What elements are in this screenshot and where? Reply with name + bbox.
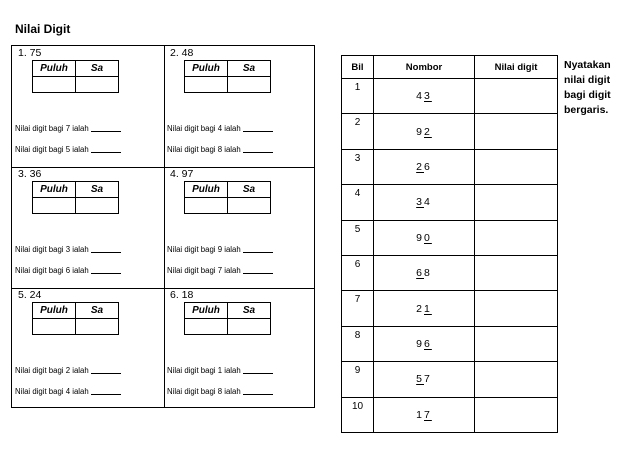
row-number: 4 bbox=[342, 185, 374, 220]
table-header-row bbox=[342, 56, 558, 79]
table-row bbox=[342, 114, 558, 149]
answer-box-puluh[interactable] bbox=[33, 198, 76, 214]
header-sa: Sa bbox=[228, 182, 271, 198]
answer-box-sa[interactable] bbox=[228, 198, 271, 214]
header-bil: Bil bbox=[342, 56, 374, 79]
number-cell: 68 bbox=[374, 255, 475, 290]
table-row bbox=[342, 362, 558, 397]
question-number: 3. 36 bbox=[18, 168, 42, 180]
answer-blank[interactable] bbox=[243, 131, 273, 132]
answer-box-sa[interactable] bbox=[228, 77, 271, 93]
table-row bbox=[342, 220, 558, 255]
digit-question: Nilai digit bagi 6 ialah bbox=[15, 266, 121, 275]
row-number: 9 bbox=[342, 362, 374, 397]
number-cell: 96 bbox=[374, 326, 475, 361]
answer-blank[interactable] bbox=[243, 252, 273, 253]
digit-question: Nilai digit bagi 4 ialah bbox=[15, 387, 121, 396]
question-cell bbox=[164, 167, 316, 288]
answer-box-sa[interactable] bbox=[76, 77, 119, 93]
answer-cell[interactable] bbox=[475, 114, 558, 149]
answer-cell[interactable] bbox=[475, 220, 558, 255]
question-cell bbox=[12, 288, 164, 409]
number-cell: 34 bbox=[374, 185, 475, 220]
underlined-digit: 7 bbox=[424, 408, 432, 421]
answer-blank[interactable] bbox=[91, 394, 121, 395]
digit-question: Nilai digit bagi 7 ialah bbox=[167, 266, 273, 275]
question-number: 5. 24 bbox=[18, 289, 42, 301]
question-cell bbox=[12, 46, 164, 167]
question-cell bbox=[12, 167, 164, 288]
underlined-digit: 3 bbox=[416, 196, 424, 209]
answer-box-puluh[interactable] bbox=[33, 77, 76, 93]
digit-question: Nilai digit bagi 4 ialah bbox=[167, 124, 273, 133]
question-number: 2. 48 bbox=[170, 47, 194, 59]
answer-cell[interactable] bbox=[475, 362, 558, 397]
number-cell: 57 bbox=[374, 362, 475, 397]
digit-question: Nilai digit bagi 2 ialah bbox=[15, 366, 121, 375]
answer-blank[interactable] bbox=[91, 131, 121, 132]
row-number: 8 bbox=[342, 326, 374, 361]
question-number: 4. 97 bbox=[170, 168, 194, 180]
underlined-digit: 6 bbox=[416, 267, 424, 280]
row-number: 2 bbox=[342, 114, 374, 149]
header-sa: Sa bbox=[76, 182, 119, 198]
header-puluh: Puluh bbox=[33, 61, 76, 77]
place-value-table bbox=[184, 60, 271, 93]
underlined-digit: 2 bbox=[416, 160, 424, 173]
underlined-digit: 1 bbox=[424, 302, 432, 315]
digit-question: Nilai digit bagi 8 ialah bbox=[167, 387, 273, 396]
answer-blank[interactable] bbox=[91, 252, 121, 253]
table-row bbox=[342, 79, 558, 114]
answer-box-puluh[interactable] bbox=[185, 77, 228, 93]
place-value-table bbox=[32, 302, 119, 335]
place-value-table bbox=[184, 181, 271, 214]
answer-blank[interactable] bbox=[243, 373, 273, 374]
header-puluh: Puluh bbox=[185, 61, 228, 77]
answer-box-sa[interactable] bbox=[228, 319, 271, 335]
answer-cell[interactable] bbox=[475, 255, 558, 290]
table-row bbox=[342, 255, 558, 290]
answer-cell[interactable] bbox=[475, 291, 558, 326]
answer-box-puluh[interactable] bbox=[33, 319, 76, 335]
answer-cell[interactable] bbox=[475, 326, 558, 361]
answer-box-puluh[interactable] bbox=[185, 198, 228, 214]
number-cell: 17 bbox=[374, 397, 475, 432]
table-row bbox=[342, 149, 558, 184]
answer-box-puluh[interactable] bbox=[185, 319, 228, 335]
table-row bbox=[342, 397, 558, 432]
header-nilai-digit: Nilai digit bbox=[475, 56, 558, 79]
number-cell: 26 bbox=[374, 149, 475, 184]
answer-blank[interactable] bbox=[91, 273, 121, 274]
underlined-digit: 2 bbox=[424, 125, 432, 138]
row-number: 7 bbox=[342, 291, 374, 326]
header-puluh: Puluh bbox=[33, 182, 76, 198]
header-sa: Sa bbox=[228, 303, 271, 319]
question-number: 1. 75 bbox=[18, 47, 42, 59]
digit-question: Nilai digit bagi 7 ialah bbox=[15, 124, 121, 133]
header-sa: Sa bbox=[228, 61, 271, 77]
digit-value-table bbox=[341, 55, 558, 433]
answer-box-sa[interactable] bbox=[76, 198, 119, 214]
answer-blank[interactable] bbox=[91, 152, 121, 153]
header-sa: Sa bbox=[76, 303, 119, 319]
table-row bbox=[342, 326, 558, 361]
header-puluh: Puluh bbox=[33, 303, 76, 319]
row-number: 1 bbox=[342, 79, 374, 114]
digit-question: Nilai digit bagi 8 ialah bbox=[167, 145, 273, 154]
answer-box-sa[interactable] bbox=[76, 319, 119, 335]
digit-question: Nilai digit bagi 5 ialah bbox=[15, 145, 121, 154]
row-number: 5 bbox=[342, 220, 374, 255]
row-number: 3 bbox=[342, 149, 374, 184]
number-cell: 90 bbox=[374, 220, 475, 255]
underlined-digit: 6 bbox=[424, 337, 432, 350]
answer-cell[interactable] bbox=[475, 149, 558, 184]
underlined-digit: 3 bbox=[424, 90, 432, 103]
digit-question: Nilai digit bagi 9 ialah bbox=[167, 245, 273, 254]
answer-blank[interactable] bbox=[243, 394, 273, 395]
place-value-table bbox=[32, 181, 119, 214]
table-row bbox=[342, 185, 558, 220]
underlined-digit: 0 bbox=[424, 231, 432, 244]
row-number: 10 bbox=[342, 397, 374, 432]
answer-cell[interactable] bbox=[475, 79, 558, 114]
number-cell: 43 bbox=[374, 79, 475, 114]
row-number: 6 bbox=[342, 255, 374, 290]
answer-blank[interactable] bbox=[91, 373, 121, 374]
digit-question: Nilai digit bagi 3 ialah bbox=[15, 245, 121, 254]
question-number: 6. 18 bbox=[170, 289, 194, 301]
header-sa: Sa bbox=[76, 61, 119, 77]
place-value-worksheet bbox=[11, 45, 315, 408]
number-cell: 92 bbox=[374, 114, 475, 149]
instruction-text: Nyatakan nilai digit bagi digit bergaris. bbox=[564, 59, 611, 116]
page-title: Nilai Digit bbox=[15, 22, 71, 36]
place-value-table bbox=[184, 302, 271, 335]
digit-question: Nilai digit bagi 1 ialah bbox=[167, 366, 273, 375]
answer-cell[interactable] bbox=[475, 185, 558, 220]
header-nombor: Nombor bbox=[374, 56, 475, 79]
answer-cell[interactable] bbox=[475, 397, 558, 432]
table-row bbox=[342, 291, 558, 326]
underlined-digit: 5 bbox=[416, 373, 424, 386]
question-cell bbox=[164, 288, 316, 409]
answer-blank[interactable] bbox=[243, 273, 273, 274]
header-puluh: Puluh bbox=[185, 303, 228, 319]
place-value-table bbox=[32, 60, 119, 93]
header-puluh: Puluh bbox=[185, 182, 228, 198]
question-cell bbox=[164, 46, 316, 167]
answer-blank[interactable] bbox=[243, 152, 273, 153]
number-cell: 21 bbox=[374, 291, 475, 326]
